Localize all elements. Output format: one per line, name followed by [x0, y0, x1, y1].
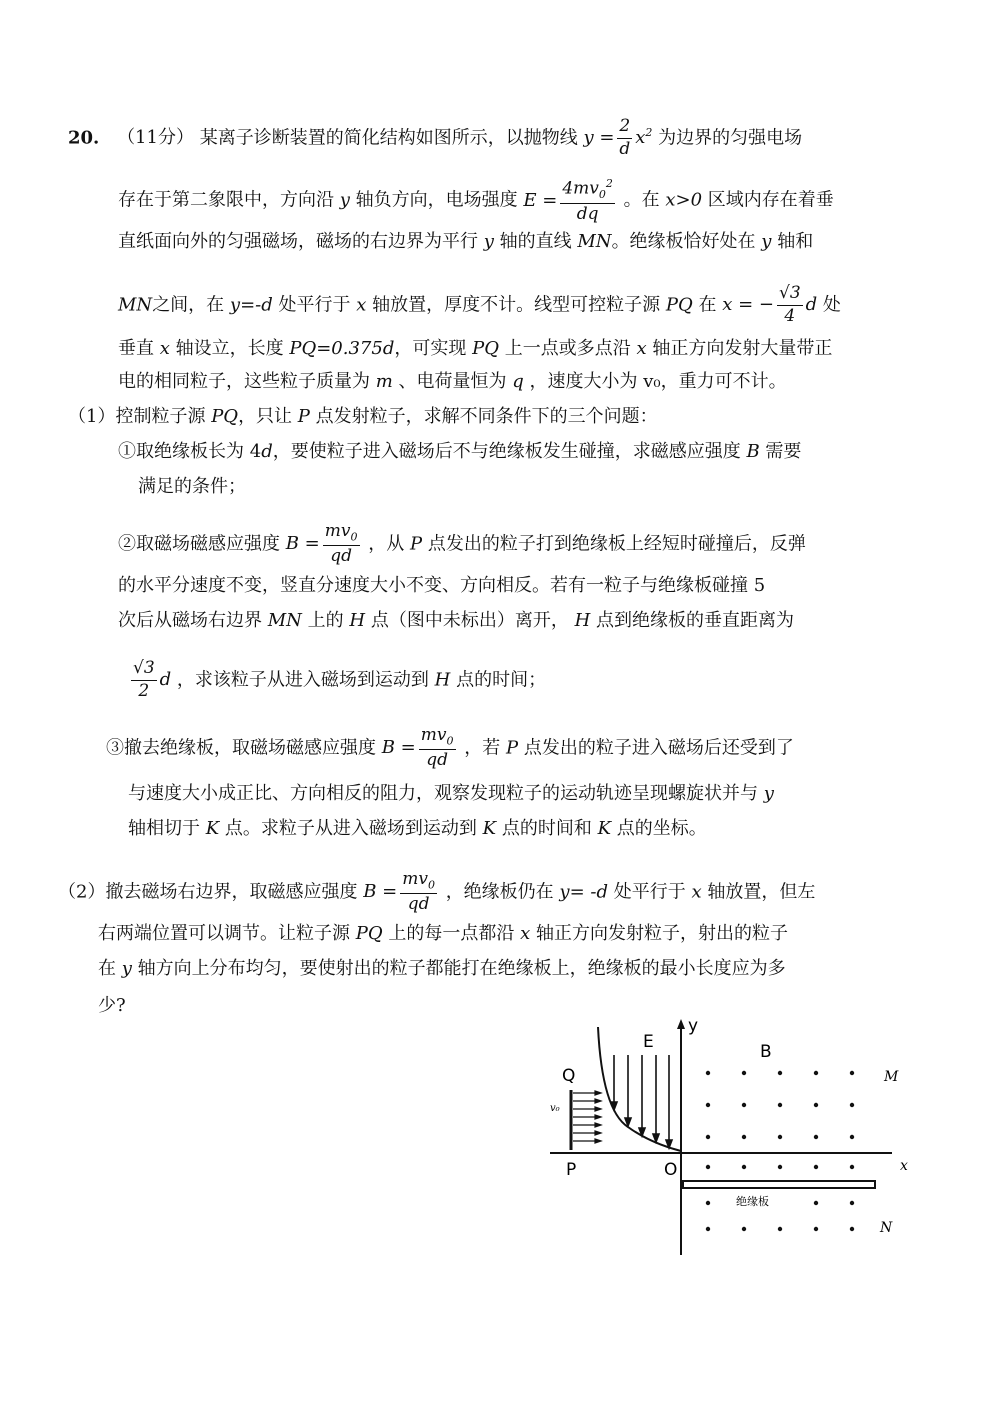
b-field-dot [778, 1103, 782, 1107]
b-field-dot [850, 1165, 854, 1169]
bfield-formula: B = $\frac{mv_0}{qd}$ [363, 869, 435, 914]
text: 为边界的匀强电场 [658, 127, 803, 149]
b-field-dot [778, 1227, 782, 1231]
question-line-3: 直纸面向外的匀强磁场，磁场的右边界为平行 y 轴的直线 MN。绝缘板恰好处在 y 轴和 [118, 231, 814, 252]
b-field-dot [706, 1227, 710, 1231]
label-p: P [566, 1160, 577, 1180]
b-field-dot [814, 1201, 818, 1205]
label-origin: O [664, 1160, 678, 1180]
y-axis-label: y [688, 1016, 699, 1036]
e-field-arrows [611, 1055, 672, 1148]
question-points: （11分） [117, 127, 194, 149]
sub-question-2-line-b: 的水平分速度不变，竖直分速度大小不变、方向相反。若有一粒子与绝缘板碰撞 5 [118, 575, 766, 596]
parabola-formula: y = $\frac{2}{d}$ $x^2$ [583, 116, 653, 159]
part-1-heading: （1）控制粒子源 PQ，只让 P 点发射粒子，求解不同条件下的三个问题： [68, 406, 658, 427]
question-number: 20. [68, 127, 100, 149]
b-field-dot [742, 1135, 746, 1139]
b-field-dot [706, 1071, 710, 1075]
b-field-dot [778, 1165, 782, 1169]
insulating-plate [683, 1181, 875, 1188]
question-line-2: 存在于第二象限中，方向沿 y 轴负方向，电场强度 E = $\frac{4mv_0^2}{dq}$ 。在 x>0 区域内存在着垂 [118, 177, 834, 224]
part-2-line-a: （2）撤去磁场右边界，取磁感应强度 B = $\frac{mv_0}{qd}$ ，绝缘板仍在 y= -d 处平行于 x 轴放置，但左 [58, 869, 816, 914]
insulating-plate-label: 绝缘板 [736, 1195, 769, 1208]
b-field-dot [850, 1201, 854, 1205]
sub-question-1-line-a: ①取绝缘板长为 4d，要使粒子进入磁场后不与绝缘板发生碰撞，求磁感应强度 B 需要 [118, 441, 802, 462]
b-field-dot [814, 1227, 818, 1231]
b-field-dot [742, 1071, 746, 1075]
b-field-dot [814, 1103, 818, 1107]
question-line-4: MN之间，在 y=-d 处平行于 x 轴放置，厚度不计。线型可控粒子源 PQ 在 x = − $\frac{√3}{4}$ d 处 [118, 283, 841, 326]
xpos-formula: x = − $\frac{√3}{4}$ d [722, 283, 818, 326]
sub-question-1-line-b: 满足的条件； [138, 476, 246, 497]
b-field-dot [850, 1227, 854, 1231]
part-2-line-c: 在 y 轴方向上分布均匀，要使射出的粒子都能打在绝缘板上，绝缘板的最小长度应为多 [98, 958, 786, 979]
b-field-dot [742, 1227, 746, 1231]
label-n: N [880, 1220, 893, 1236]
bfield-formula: B = $\frac{mv_0}{qd}$ [285, 521, 358, 566]
efield-formula: E = $\frac{4mv_0^2}{dq}$ [523, 177, 613, 224]
b-field-dot [814, 1135, 818, 1139]
physics-diagram [540, 1015, 920, 1265]
x-axis-label: x [900, 1158, 908, 1174]
label-v0: v₀ [550, 1103, 560, 1114]
b-field-dot [850, 1071, 854, 1075]
sub-question-2-line-d: $\frac{√3}{2}$ d ，求该粒子从进入磁场到运动到 H 点的时间； [128, 660, 546, 701]
question-line-6: 电的相同粒子，这些粒子质量为 m 、电荷量恒为 q ，速度大小为 v₀，重力可不计。 [118, 371, 787, 392]
question-line-1 [68, 118, 802, 159]
b-field-dot [706, 1103, 710, 1107]
b-field-dot [850, 1103, 854, 1107]
velocity-arrows [573, 1091, 601, 1143]
b-field-dot [778, 1071, 782, 1075]
sub-question-2-line-c: 次后从磁场右边界 MN 上的 H 点（图中未标出）离开， H 点到绝缘板的垂直距离为 [118, 610, 794, 631]
sub-question-2-line-a: ②取磁场磁感应强度 B = $\frac{mv_0}{qd}$ ，从 P 点发出的粒子打到绝缘板上经短时碰撞后，反弹 [118, 521, 806, 566]
sub-question-3-line-a: ③撤去绝缘板，取磁场磁感应强度 B = $\frac{mv_0}{qd}$ ，若 P 点发出的粒子进入磁场后还受到了 [106, 725, 794, 770]
b-field-dot [706, 1165, 710, 1169]
sub-question-3-line-b: 与速度大小成正比、方向相反的阻力，观察发现粒子的运动轨迹呈现螺旋状并与 y [128, 783, 774, 804]
y-axis-arrow [677, 1019, 685, 1029]
bfield-formula: B = $\frac{mv_0}{qd}$ [381, 725, 454, 770]
label-m: M [884, 1069, 899, 1085]
label-q: Q [562, 1066, 576, 1086]
b-field-dot [814, 1165, 818, 1169]
e-field-label: E [643, 1032, 654, 1052]
text: 某离子诊断装置的简化结构如图所示，以抛物线 [199, 127, 578, 149]
part-2-line-d: 少? [98, 995, 126, 1016]
b-field-dot [706, 1135, 710, 1139]
b-field-label: B [760, 1042, 772, 1062]
b-field-dots [706, 1071, 854, 1231]
b-field-dot [778, 1135, 782, 1139]
question-line-5: 垂直 x 轴设立，长度 PQ=0.375d，可实现 PQ 上一点或多点沿 x 轴正方向发射大量带正 [118, 338, 833, 359]
dist-formula: $\frac{√3}{2}$ d [133, 658, 172, 701]
b-field-dot [814, 1071, 818, 1075]
b-field-dot [742, 1103, 746, 1107]
b-field-dot [706, 1201, 710, 1205]
b-field-dot [742, 1165, 746, 1169]
b-field-dot [850, 1135, 854, 1139]
sub-question-3-line-c: 轴相切于 K 点。求粒子从进入磁场到运动到 K 点的时间和 K 点的坐标。 [128, 818, 707, 839]
part-2-line-b: 右两端位置可以调节。让粒子源 PQ 上的每一点都沿 x 轴正方向发射粒子，射出的粒子 [98, 923, 788, 944]
